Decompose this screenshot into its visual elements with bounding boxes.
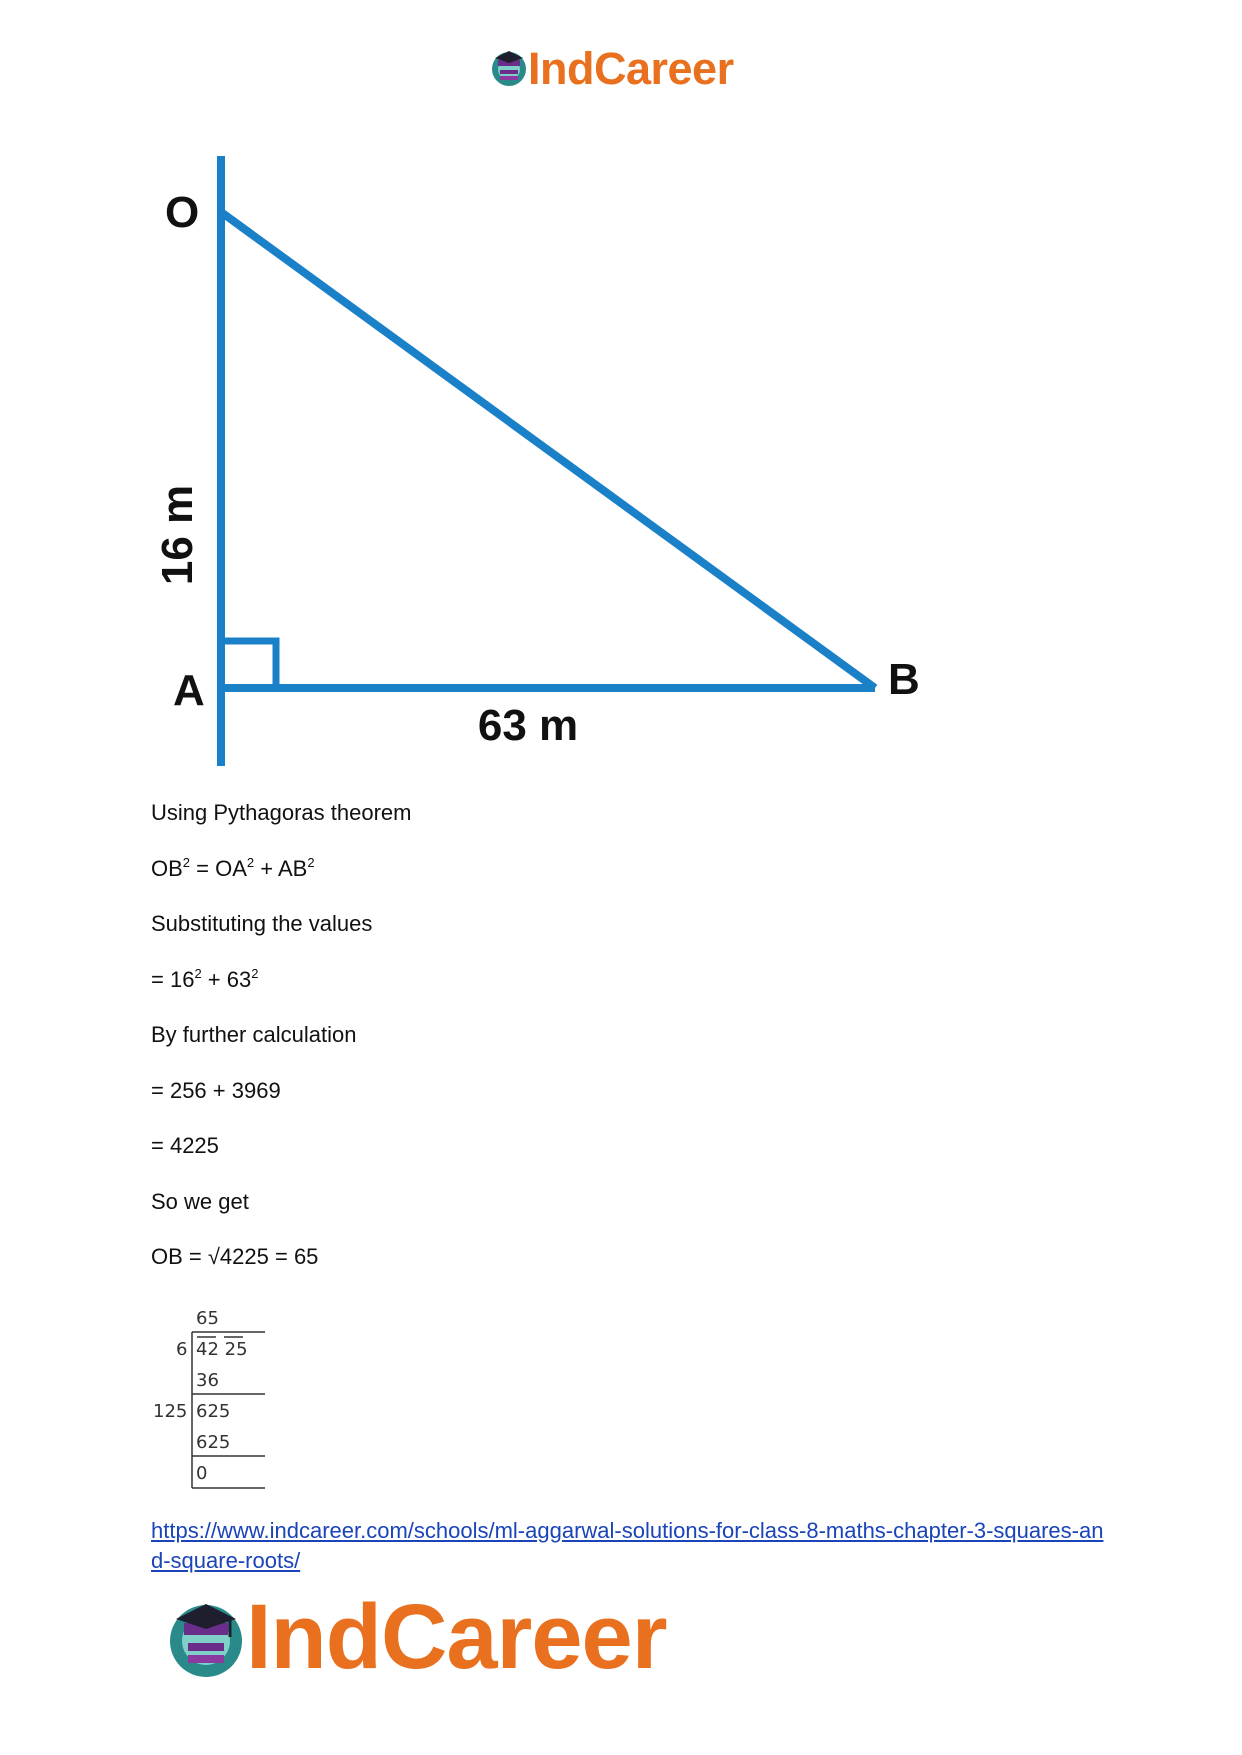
solution-line-2: $OB^2 = OA^2 + AB^2$ — [151, 855, 315, 881]
source-link[interactable]: https://www.indcareer.com/schools/ml-aggarwal-solutions-for-class-8-maths-chapter-3-squares-and-square-roots/ — [151, 1518, 1104, 1573]
divisor-1: 6 — [176, 1339, 188, 1360]
logo-text: IndCareer — [528, 43, 734, 94]
vertex-b-label: B — [888, 655, 920, 704]
divisor-2: 125 — [153, 1401, 188, 1422]
globe-graduation-cap-icon — [164, 1595, 248, 1679]
vertex-a-label: A — [173, 666, 205, 715]
globe-graduation-cap-icon — [488, 46, 530, 88]
solution-line-5: By further calculation — [151, 1022, 357, 1047]
right-angle-marker — [221, 641, 276, 688]
solution-line-4: = $16^2 + 63^2$ — [151, 966, 259, 992]
solution-line-1: Using Pythagoras theorem — [151, 800, 412, 825]
subtrahend-2: 625 — [196, 1432, 231, 1453]
vertex-o-label: O — [165, 188, 200, 237]
indcareer-logo-top — [488, 44, 768, 94]
right-triangle-diagram — [140, 150, 940, 790]
solution-line-6: = 256 + 3969 — [151, 1078, 281, 1103]
solution-line-8: So we get — [151, 1189, 249, 1214]
indcareer-logo-bottom — [160, 1585, 720, 1688]
solution-line-9: OB = √4225 = 65 — [151, 1244, 319, 1269]
solution-line-7: = 4225 — [151, 1133, 219, 1158]
solution-line-3: Substituting the values — [151, 911, 373, 936]
remainder-1: 625 — [196, 1401, 231, 1422]
dividend: 42 25 — [196, 1339, 248, 1360]
logo-text: IndCareer — [246, 1586, 667, 1688]
subtrahend-1: 36 — [196, 1370, 219, 1391]
side-ab-label: 63 m — [477, 701, 579, 750]
side-oa-label: 16 m — [153, 484, 202, 586]
hypotenuse-ob-line — [221, 212, 875, 688]
final-remainder: 0 — [196, 1463, 208, 1484]
quotient: 65 — [196, 1308, 219, 1329]
long-division-figure — [150, 1300, 280, 1500]
